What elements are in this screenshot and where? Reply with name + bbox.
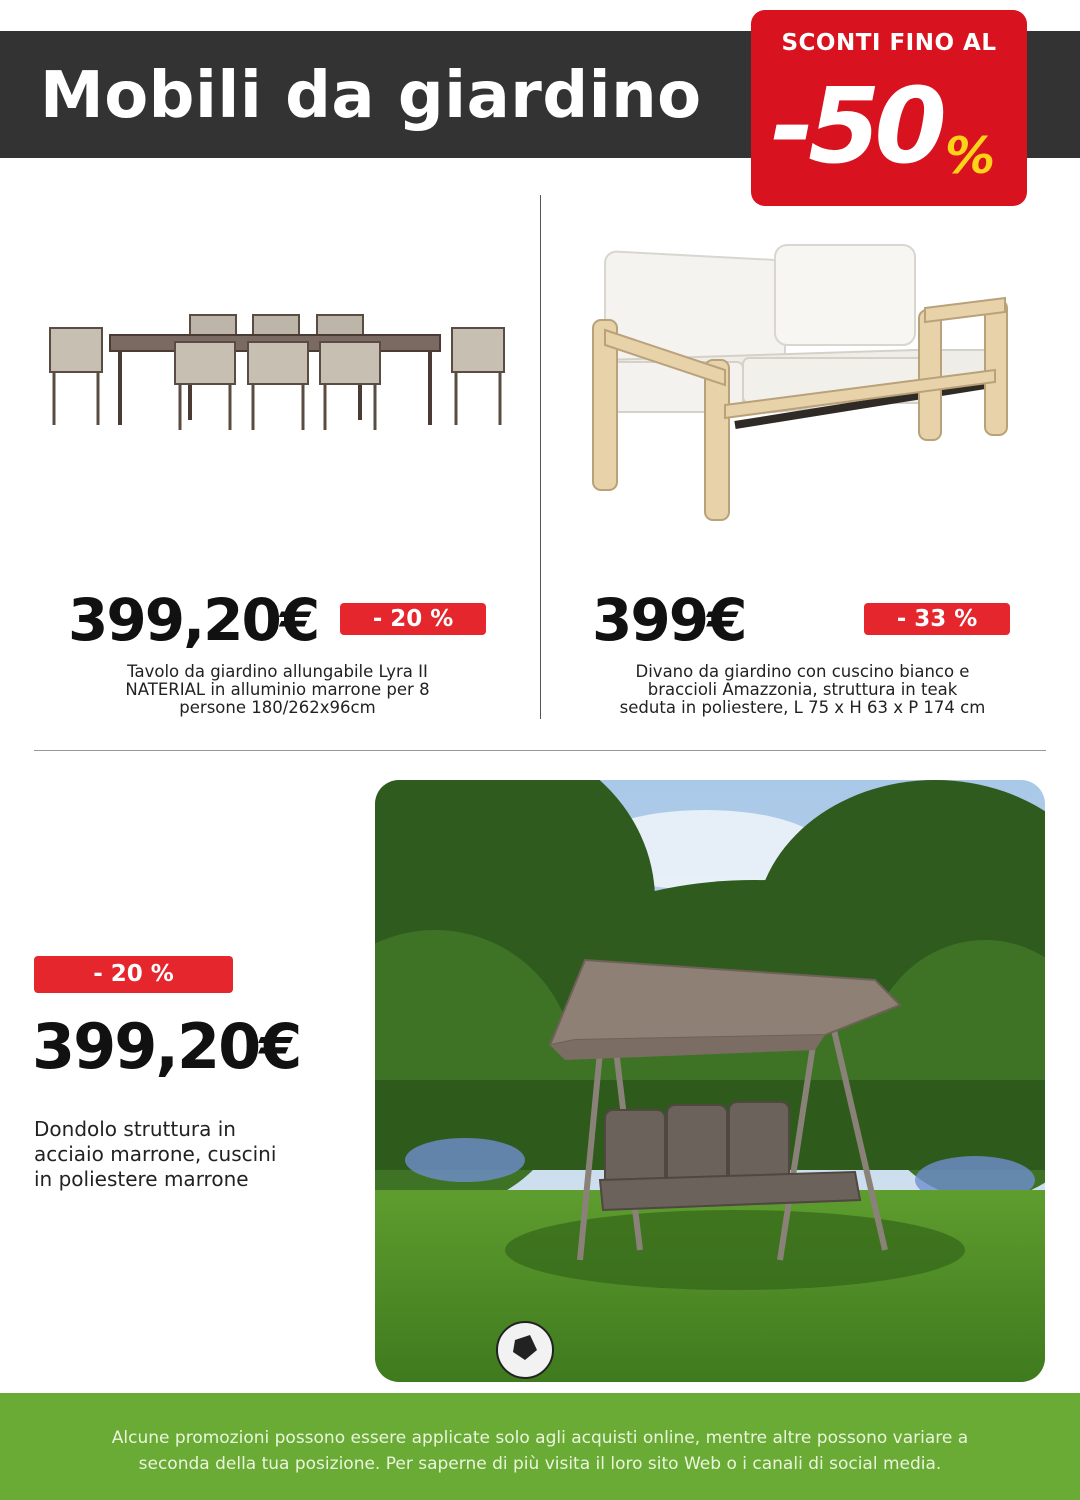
discount-badge: - 20 % <box>340 603 486 635</box>
product-description: Dondolo struttura in acciaio marrone, cuscini in poliestere marrone <box>34 1117 277 1191</box>
product-price: 399,20€ <box>68 586 319 654</box>
horizontal-divider <box>34 750 1046 751</box>
promo-big-number: -50 <box>771 65 941 187</box>
promo-percent: % <box>945 127 996 185</box>
product-image-dining-set[interactable] <box>40 300 510 440</box>
product-description: Tavolo da giardino allungabile Lyra II NATERIAL in alluminio marrone per 8 persone 180/262x96cm <box>125 662 430 717</box>
product-price: 399€ <box>592 586 746 654</box>
product-description: Divano da giardino con cuscino bianco e braccioli Amazzonia, struttura in teak seduta in poliestere, L 75 x H 63 x P 174 cm <box>619 662 986 717</box>
discount-badge: - 33 % <box>864 603 1010 635</box>
page-title: Mobili da giardino <box>40 59 702 133</box>
promo-top-text: SCONTI FINO AL <box>781 30 997 56</box>
product-image-swing[interactable] <box>375 780 1045 1382</box>
product-image-sofa[interactable] <box>585 240 1025 530</box>
vertical-divider <box>540 195 541 719</box>
footer-disclaimer: Alcune promozioni possono essere applicate solo agli acquisti online, mentre altre possono variare a seconda della tua posizione. Per saperne di più visita il loro sito Web o i canali di social media. <box>111 1428 969 1474</box>
product-price: 399,20€ <box>32 1010 301 1083</box>
discount-badge: - 20 % <box>34 956 233 993</box>
promo-badge <box>751 10 1027 206</box>
